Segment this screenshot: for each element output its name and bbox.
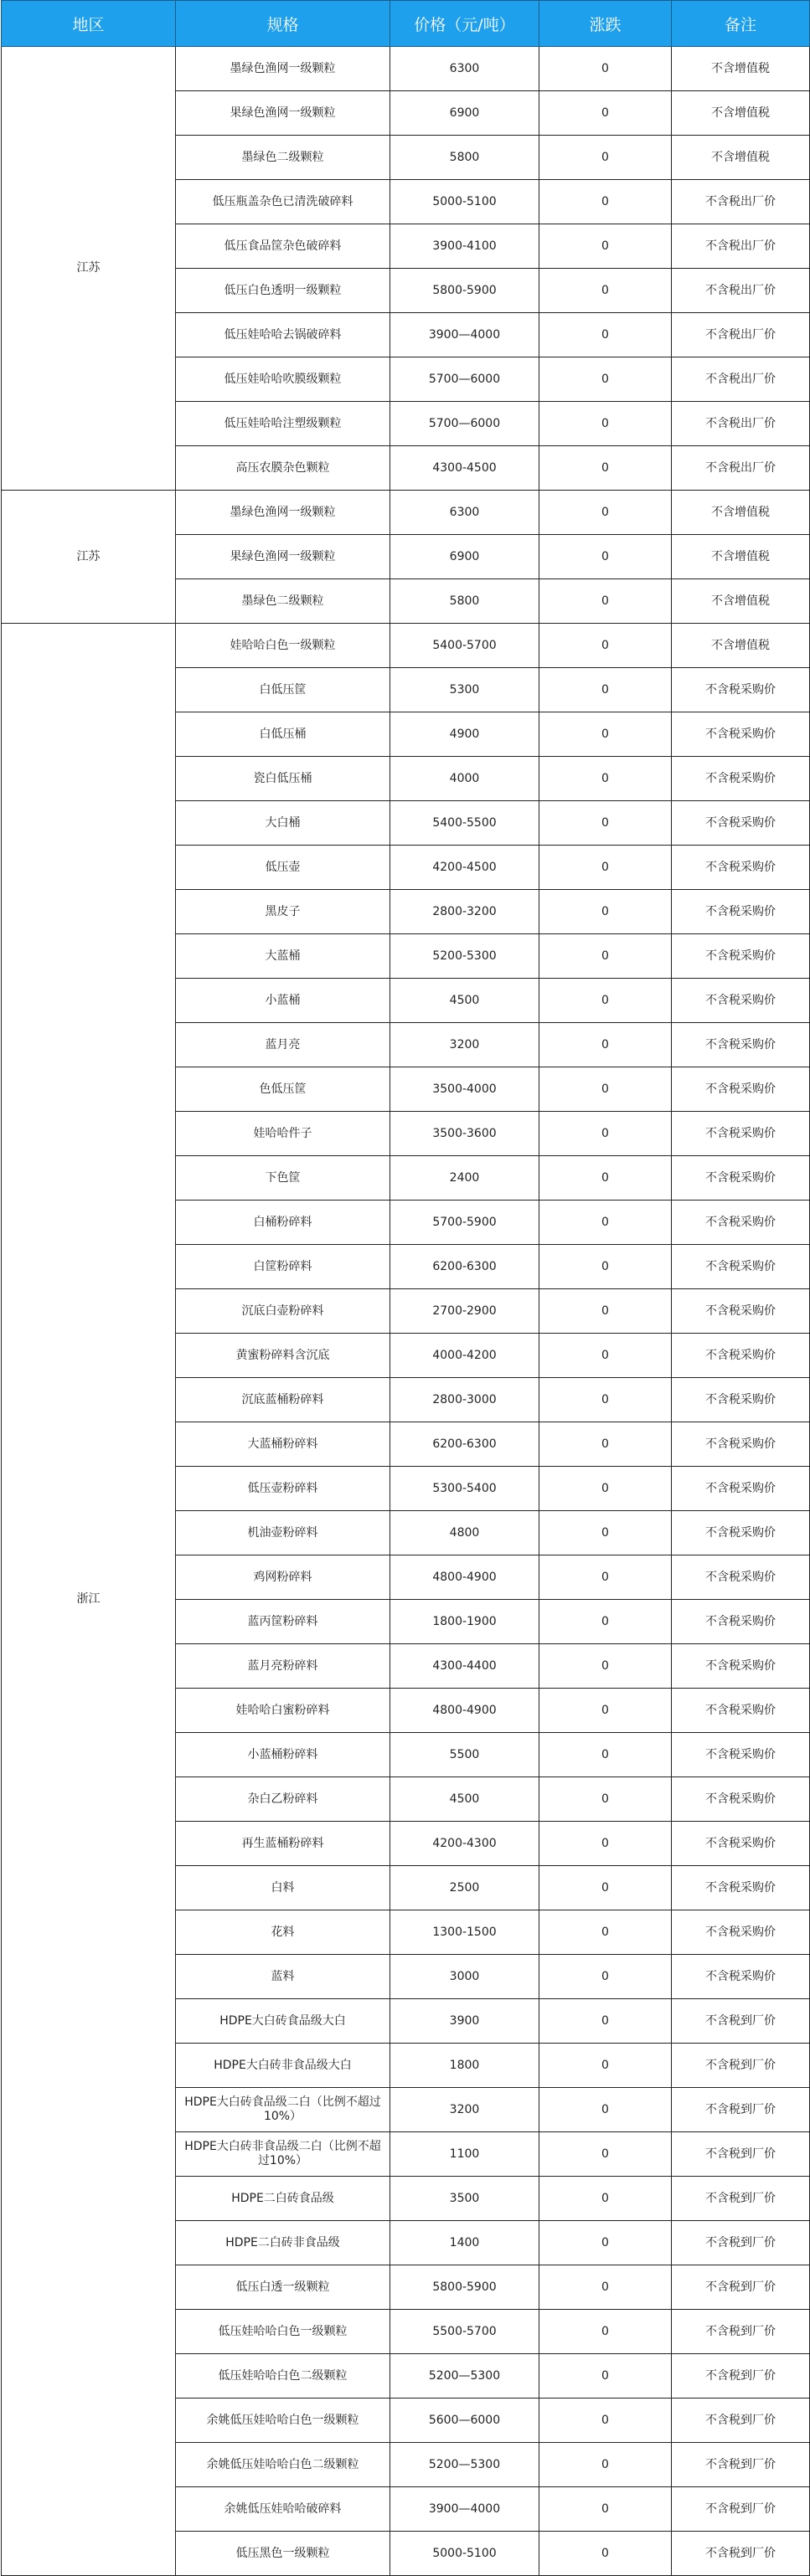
note-cell: 不含税出厂价 [672,446,810,491]
spec-cell: 鸡网粉碎料 [176,1555,390,1600]
note-cell: 不含税到厂价 [672,2177,810,2221]
note-cell: 不含税采购价 [672,1822,810,1866]
note-cell: 不含税采购价 [672,1289,810,1334]
price-cell: 2800-3200 [390,890,539,934]
change-cell: 0 [539,624,672,668]
note-cell: 不含税到厂价 [672,2132,810,2177]
price-cell: 5700-5900 [390,1201,539,1245]
note-cell: 不含税采购价 [672,1467,810,1511]
price-cell: 2400 [390,1156,539,1201]
note-cell: 不含税出厂价 [672,224,810,269]
change-cell: 0 [539,313,672,357]
price-cell: 5500 [390,1733,539,1777]
header-note: 备注 [672,1,810,47]
spec-cell: 低压食品筐杂色破碎料 [176,224,390,269]
change-cell: 0 [539,535,672,579]
change-cell: 0 [539,801,672,846]
change-cell: 0 [539,357,672,402]
note-cell: 不含税出厂价 [672,180,810,224]
change-cell: 0 [539,2177,672,2221]
change-cell: 0 [539,224,672,269]
price-cell: 2800-3000 [390,1378,539,1422]
price-cell: 5000-5100 [390,2532,539,2576]
note-cell: 不含税采购价 [672,668,810,712]
price-cell: 3200 [390,2088,539,2132]
spec-cell: 小蓝桶 [176,979,390,1023]
note-cell: 不含税到厂价 [672,2354,810,2399]
spec-cell: 大蓝桶粉碎料 [176,1422,390,1467]
note-cell: 不含税采购价 [672,1600,810,1644]
change-cell: 0 [539,402,672,446]
price-cell: 3900—4000 [390,313,539,357]
spec-cell: 余姚低压娃哈哈白色二级颗粒 [176,2443,390,2487]
change-cell: 0 [539,1245,672,1289]
change-cell: 0 [539,1289,672,1334]
table-header [2,1,810,47]
change-cell: 0 [539,1777,672,1822]
spec-cell: 黑皮子 [176,890,390,934]
price-cell: 3500-4000 [390,1067,539,1112]
region-cell: 浙江 [2,624,176,2576]
note-cell: 不含增值税 [672,47,810,91]
note-cell: 不含增值税 [672,136,810,180]
price-cell: 5500-5700 [390,2310,539,2354]
price-table [1,0,810,2576]
note-cell: 不含税采购价 [672,1910,810,1955]
spec-cell: 瓷白低压桶 [176,757,390,801]
note-cell: 不含税采购价 [672,890,810,934]
header-change: 涨跌 [539,1,672,47]
note-cell: 不含税采购价 [672,1866,810,1910]
spec-cell: 娃哈哈白蜜粉碎料 [176,1689,390,1733]
spec-cell: 墨绿色二级颗粒 [176,136,390,180]
price-cell: 5200-5300 [390,934,539,979]
change-cell: 0 [539,757,672,801]
price-cell: 5600—6000 [390,2399,539,2443]
change-cell: 0 [539,1999,672,2044]
spec-cell: 低压娃哈哈白色一级颗粒 [176,2310,390,2354]
change-cell: 0 [539,1822,672,1866]
spec-cell: 余姚低压娃哈哈破碎料 [176,2487,390,2532]
spec-cell: HDPE二白砖食品级 [176,2177,390,2221]
change-cell: 0 [539,1422,672,1467]
note-cell: 不含增值税 [672,535,810,579]
note-cell: 不含税采购价 [672,979,810,1023]
header-row [2,1,810,47]
note-cell: 不含税采购价 [672,1733,810,1777]
price-cell: 5300-5400 [390,1467,539,1511]
spec-cell: 高压农膜杂色颗粒 [176,446,390,491]
spec-cell: 低压娃哈哈注塑级颗粒 [176,402,390,446]
change-cell: 0 [539,180,672,224]
price-cell: 2700-2900 [390,1289,539,1334]
spec-cell: 低压壶 [176,846,390,890]
spec-cell: 蓝月亮粉碎料 [176,1644,390,1689]
note-cell: 不含税采购价 [672,1555,810,1600]
note-cell: 不含税采购价 [672,1378,810,1422]
price-cell: 1800-1900 [390,1600,539,1644]
spec-cell: HDPE大白砖非食品级大白 [176,2044,390,2088]
note-cell: 不含税采购价 [672,1644,810,1689]
price-cell: 6900 [390,535,539,579]
price-cell: 3900—4000 [390,2487,539,2532]
change-cell: 0 [539,91,672,136]
note-cell: 不含税到厂价 [672,2487,810,2532]
note-cell: 不含税采购价 [672,1112,810,1156]
header-price: 价格（元/吨） [390,1,539,47]
price-cell: 5400-5500 [390,801,539,846]
change-cell: 0 [539,1467,672,1511]
spec-cell: 蓝料 [176,1955,390,1999]
price-cell: 4000 [390,757,539,801]
change-cell: 0 [539,1378,672,1422]
spec-cell: 低压黑色一级颗粒 [176,2532,390,2576]
change-cell: 0 [539,579,672,624]
note-cell: 不含税到厂价 [672,2443,810,2487]
note-cell: 不含税到厂价 [672,2532,810,2576]
price-cell: 3900-4100 [390,224,539,269]
price-cell: 4800-4900 [390,1689,539,1733]
spec-cell: 杂白乙粉碎料 [176,1777,390,1822]
change-cell: 0 [539,1689,672,1733]
change-cell: 0 [539,2399,672,2443]
price-cell: 5800-5900 [390,269,539,313]
note-cell: 不含税出厂价 [672,402,810,446]
change-cell: 0 [539,1334,672,1378]
price-cell: 3900 [390,1999,539,2044]
change-cell: 0 [539,934,672,979]
note-cell: 不含税采购价 [672,1777,810,1822]
spec-cell: 低压瓶盖杂色已清洗破碎料 [176,180,390,224]
table-row [2,624,810,668]
spec-cell: 白低压筐 [176,668,390,712]
note-cell: 不含增值税 [672,579,810,624]
change-cell: 0 [539,2265,672,2310]
price-cell: 1400 [390,2221,539,2265]
note-cell: 不含税采购价 [672,757,810,801]
spec-cell: 花料 [176,1910,390,1955]
change-cell: 0 [539,2088,672,2132]
change-cell: 0 [539,2354,672,2399]
note-cell: 不含税出厂价 [672,269,810,313]
price-cell: 3500 [390,2177,539,2221]
change-cell: 0 [539,1201,672,1245]
spec-cell: 再生蓝桶粉碎料 [176,1822,390,1866]
price-cell: 3500-3600 [390,1112,539,1156]
price-cell: 4300-4400 [390,1644,539,1689]
price-cell: 3000 [390,1955,539,1999]
price-cell: 5300 [390,668,539,712]
spec-cell: 墨绿色渔网一级颗粒 [176,47,390,91]
spec-cell: 色低压筐 [176,1067,390,1112]
price-cell: 5800 [390,136,539,180]
change-cell: 0 [539,712,672,757]
price-cell: 5400-5700 [390,624,539,668]
price-cell: 1100 [390,2132,539,2177]
price-cell: 6300 [390,491,539,535]
change-cell: 0 [539,1023,672,1067]
price-cell: 4000-4200 [390,1334,539,1378]
price-cell: 5700—6000 [390,402,539,446]
change-cell: 0 [539,890,672,934]
note-cell: 不含税到厂价 [672,2265,810,2310]
spec-cell: 大蓝桶 [176,934,390,979]
note-cell: 不含税采购价 [672,801,810,846]
spec-cell: 低压娃哈哈吹膜级颗粒 [176,357,390,402]
note-cell: 不含税采购价 [672,1023,810,1067]
spec-cell: 黄蜜粉碎料含沉底 [176,1334,390,1378]
spec-cell: 余姚低压娃哈哈白色一级颗粒 [176,2399,390,2443]
price-cell: 5800-5900 [390,2265,539,2310]
change-cell: 0 [539,2532,672,2576]
note-cell: 不含税到厂价 [672,2221,810,2265]
spec-cell: 低压娃哈哈白色二级颗粒 [176,2354,390,2399]
note-cell: 不含税采购价 [672,1422,810,1467]
table-body [2,47,810,2576]
price-cell: 4500 [390,979,539,1023]
price-cell: 3200 [390,1023,539,1067]
change-cell: 0 [539,269,672,313]
note-cell: 不含税采购价 [672,1067,810,1112]
note-cell: 不含税采购价 [672,1156,810,1201]
price-cell: 5200—5300 [390,2354,539,2399]
change-cell: 0 [539,846,672,890]
note-cell: 不含税到厂价 [672,2399,810,2443]
spec-cell: 娃哈哈件子 [176,1112,390,1156]
note-cell: 不含税到厂价 [672,2310,810,2354]
price-cell: 6200-6300 [390,1245,539,1289]
table-row [2,47,810,91]
note-cell: 不含税到厂价 [672,2044,810,2088]
spec-cell: 果绿色渔网一级颗粒 [176,535,390,579]
change-cell: 0 [539,1910,672,1955]
spec-cell: 墨绿色二级颗粒 [176,579,390,624]
price-cell: 4800 [390,1511,539,1555]
change-cell: 0 [539,2221,672,2265]
price-cell: 4200-4500 [390,846,539,890]
note-cell: 不含增值税 [672,624,810,668]
change-cell: 0 [539,1067,672,1112]
spec-cell: 白筐粉碎料 [176,1245,390,1289]
table-row [2,491,810,535]
price-cell: 1300-1500 [390,1910,539,1955]
change-cell: 0 [539,136,672,180]
change-cell: 0 [539,979,672,1023]
change-cell: 0 [539,1955,672,1999]
price-cell: 1800 [390,2044,539,2088]
note-cell: 不含税采购价 [672,1201,810,1245]
change-cell: 0 [539,1733,672,1777]
spec-cell: 大白桶 [176,801,390,846]
price-cell: 5200—5300 [390,2443,539,2487]
price-cell: 4200-4300 [390,1822,539,1866]
note-cell: 不含税采购价 [672,1245,810,1289]
spec-cell: 白低压桶 [176,712,390,757]
note-cell: 不含税采购价 [672,1689,810,1733]
spec-cell: 机油壶粉碎料 [176,1511,390,1555]
note-cell: 不含税采购价 [672,1955,810,1999]
change-cell: 0 [539,1644,672,1689]
price-cell: 5000-5100 [390,180,539,224]
change-cell: 0 [539,668,672,712]
change-cell: 0 [539,47,672,91]
note-cell: 不含增值税 [672,91,810,136]
region-cell: 江苏 [2,491,176,624]
change-cell: 0 [539,491,672,535]
note-cell: 不含税采购价 [672,1511,810,1555]
change-cell: 0 [539,1600,672,1644]
change-cell: 0 [539,1156,672,1201]
spec-cell: 低压壶粉碎料 [176,1467,390,1511]
spec-cell: 低压白透一级颗粒 [176,2265,390,2310]
change-cell: 0 [539,446,672,491]
price-cell: 5700—6000 [390,357,539,402]
change-cell: 0 [539,2044,672,2088]
spec-cell: 低压娃哈哈去锅破碎料 [176,313,390,357]
header-region: 地区 [2,1,176,47]
spec-cell: 沉底蓝桶粉碎料 [176,1378,390,1422]
spec-cell: 白桶粉碎料 [176,1201,390,1245]
change-cell: 0 [539,2487,672,2532]
spec-cell: HDPE大白砖食品级二白（比例不超过10%） [176,2088,390,2132]
price-cell: 6200-6300 [390,1422,539,1467]
change-cell: 0 [539,2132,672,2177]
note-cell: 不含税出厂价 [672,313,810,357]
spec-cell: 低压白色透明一级颗粒 [176,269,390,313]
spec-cell: 蓝丙筐粉碎料 [176,1600,390,1644]
spec-cell: HDPE大白砖食品级大白 [176,1999,390,2044]
note-cell: 不含税到厂价 [672,2088,810,2132]
header-spec: 规格 [176,1,390,47]
price-cell: 2500 [390,1866,539,1910]
spec-cell: 沉底白壶粉碎料 [176,1289,390,1334]
region-cell: 江苏 [2,47,176,491]
change-cell: 0 [539,1511,672,1555]
note-cell: 不含税采购价 [672,846,810,890]
spec-cell: HDPE大白砖非食品级二白（比例不超过10%） [176,2132,390,2177]
spec-cell: 蓝月亮 [176,1023,390,1067]
price-cell: 5800 [390,579,539,624]
price-cell: 4300-4500 [390,446,539,491]
spec-cell: 小蓝桶粉碎料 [176,1733,390,1777]
note-cell: 不含税采购价 [672,1334,810,1378]
price-cell: 6900 [390,91,539,136]
spec-cell: 白料 [176,1866,390,1910]
spec-cell: 墨绿色渔网一级颗粒 [176,491,390,535]
price-cell: 4800-4900 [390,1555,539,1600]
price-cell: 4900 [390,712,539,757]
spec-cell: 娃哈哈白色一级颗粒 [176,624,390,668]
change-cell: 0 [539,2310,672,2354]
note-cell: 不含税采购价 [672,712,810,757]
change-cell: 0 [539,1555,672,1600]
price-cell: 4500 [390,1777,539,1822]
spec-cell: 果绿色渔网一级颗粒 [176,91,390,136]
note-cell: 不含税到厂价 [672,1999,810,2044]
price-cell: 6300 [390,47,539,91]
change-cell: 0 [539,1866,672,1910]
spec-cell: 下色筐 [176,1156,390,1201]
note-cell: 不含增值税 [672,491,810,535]
note-cell: 不含税出厂价 [672,357,810,402]
change-cell: 0 [539,2443,672,2487]
change-cell: 0 [539,1112,672,1156]
note-cell: 不含税采购价 [672,934,810,979]
spec-cell: HDPE二白砖非食品级 [176,2221,390,2265]
